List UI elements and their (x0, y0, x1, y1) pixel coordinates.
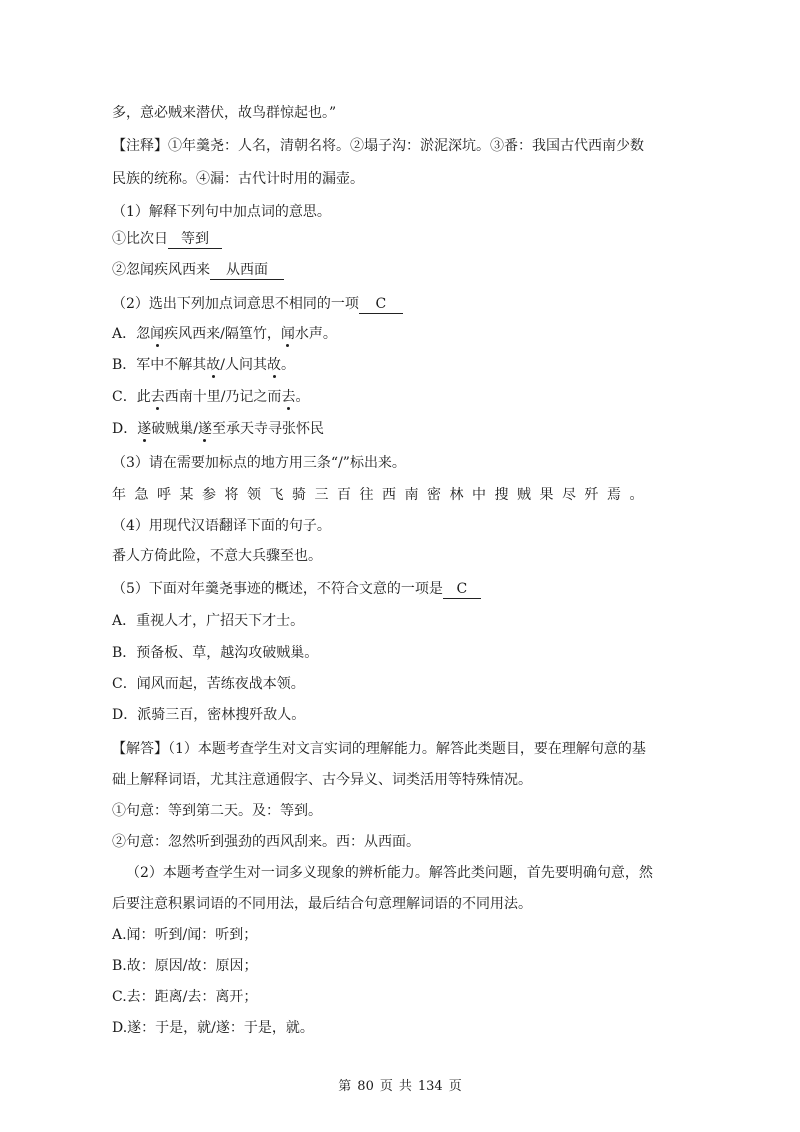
q5-option-d: D．派骑三百，密林搜歼敌人。 (112, 707, 306, 723)
q2-answer: C (359, 295, 403, 314)
q2-option-d-text: D． (112, 421, 138, 437)
q1-item-b-text: ②忽闻疾风西来 (112, 262, 210, 278)
dotted-word: 闻 (280, 326, 295, 342)
solution-line-8: B.故：原因/故：原因； (112, 958, 258, 974)
q2-option-b-text: 。 (281, 357, 296, 373)
dotted-word: 遂 (197, 421, 212, 437)
footer-total-pages: 134 (417, 1079, 443, 1094)
question-3-stem: （3）请在需要加标点的地方用三条“/”标出来。 (112, 455, 406, 471)
dotted-word: 故 (267, 357, 282, 373)
q2-option-b (112, 355, 295, 375)
q2-option-a-text: 疾风西来/隔篁竹， (164, 326, 281, 342)
q5-option-b: B．预备板、草，越沟攻破贼巢。 (112, 645, 319, 661)
question-5-stem (112, 579, 481, 599)
annotation-line-1: 【注释】①年羹尧：人名，清朝名将。②塌子沟：淤泥深坑。③番：我国古代西南少数 (112, 138, 644, 154)
footer-current-page: 80 (357, 1079, 374, 1094)
question-1-item-a (112, 229, 222, 249)
dotted-word: 遂 (137, 421, 152, 437)
solution-line-7: A.闻：听到/闻：听到； (112, 927, 258, 943)
q2-option-d-text: 至承天寺寻张怀民 (211, 421, 324, 437)
solution-line-6: 后要注意积累词语的不同用法，最后结合句意理解词语的不同用法。 (112, 896, 532, 912)
footer-di: 第 (338, 1079, 352, 1094)
q2-option-b-text: /人问其 (220, 357, 268, 373)
q1-item-a-text: ①比次日 (112, 231, 168, 247)
q1-item-b-answer: 从西面 (210, 261, 284, 280)
dotted-word: 去 (150, 389, 165, 405)
q1-item-a-answer: 等到 (168, 230, 222, 249)
solution-line-2: 础上解释词语，尤其注意通假字、古今异义、词类活用等特殊情况。 (112, 772, 532, 788)
q5-stem-text: （5）下面对年羹尧事迹的概述，不符合文意的一项是 (112, 581, 443, 597)
q2-option-b-text: B．军中不解其 (112, 357, 207, 373)
solution-line-9: C.去：距离/去：离开； (112, 989, 258, 1005)
footer-gong: 共 (398, 1079, 412, 1094)
dotted-word: 故 (206, 357, 221, 373)
q2-option-a-text: 水声。 (294, 326, 337, 342)
q2-option-c-text: 西南十里/乃记之而 (164, 389, 282, 405)
question-4-text: 番人方倚此险，不意大兵骤至也。 (112, 548, 322, 564)
dotted-word: 闻 (150, 326, 165, 342)
q2-option-d (112, 419, 324, 439)
q2-stem-text: （2）选出下列加点词意思不相同的一项 (112, 296, 359, 312)
question-4-stem: （4）用现代汉语翻译下面的句子。 (112, 518, 331, 534)
footer-ye: 页 (448, 1079, 462, 1094)
q2-option-c-text: C．此 (112, 389, 151, 405)
question-2-stem (112, 294, 403, 314)
q2-option-d-text: 破贼巢/ (151, 421, 198, 437)
q2-option-a (112, 324, 337, 344)
dotted-word: 去 (281, 389, 296, 405)
solution-line-4: ②句意：忽然听到强劲的西风刮来。西：从西面。 (112, 834, 420, 850)
solution-line-3: ①句意：等到第二天。及：等到。 (112, 803, 322, 819)
q5-option-a: A．重视人才，广招天下才士。 (112, 613, 305, 629)
annotation-line-2: 民族的统称。④漏：古代计时用的漏壶。 (112, 171, 364, 187)
question-3-text: 年急呼某参将领飞骑三百往西南密林中搜贼果尽歼焉。 (112, 487, 652, 503)
solution-line-10: D.遂：于是，就/遂：于是，就。 (112, 1020, 314, 1036)
footer-ye: 页 (379, 1079, 393, 1094)
q5-option-c: C．闻风而起，苦练夜战本领。 (112, 676, 305, 692)
q2-option-a-text: A．忽 (112, 326, 151, 342)
solution-line-5: （2）本题考查学生对一词多义现象的辨析能力。解答此类问题，首先要明确句意，然 (126, 865, 653, 881)
passage-continuation: 多，意必贼来潜伏，故鸟群惊起也。” (112, 105, 337, 121)
q2-option-c-text: 。 (295, 389, 310, 405)
q5-answer: C (443, 580, 481, 599)
page-footer (0, 1078, 800, 1096)
question-1-item-b (112, 260, 284, 280)
q2-option-c (112, 387, 309, 407)
question-1-stem: （1）解释下列句中加点词的意思。 (112, 204, 331, 220)
solution-line-1: 【解答】（1）本题考查学生对文言实词的理解能力。解答此类题目，要在理解句意的基 (112, 741, 646, 757)
